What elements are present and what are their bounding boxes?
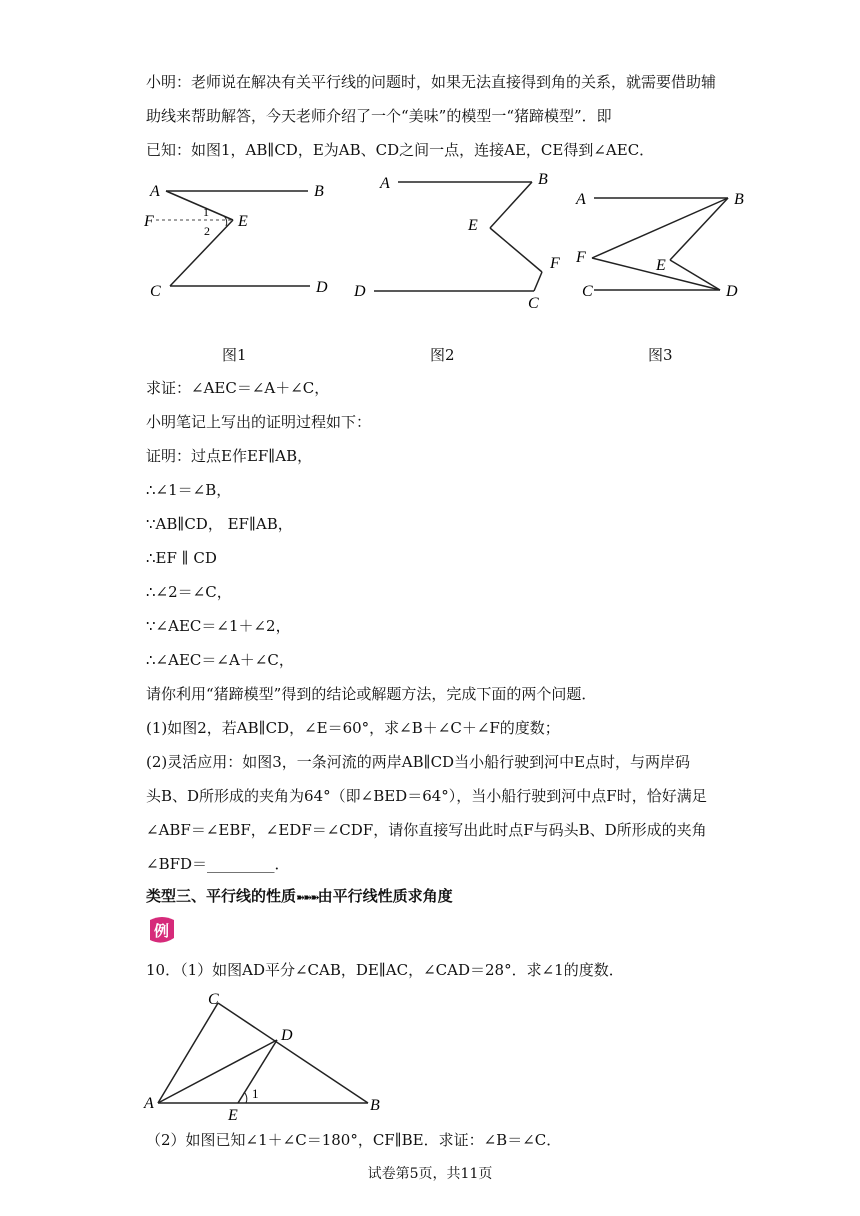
section-heading-left: 类型三、平行线的性质 [146, 887, 297, 905]
example-badge [146, 914, 178, 946]
intro-line-2: 助线来帮助解答，今天老师介绍了一个“美味”的模型一“猪蹄模型”．即 [146, 107, 612, 125]
page-footer: 试卷第5页，共11页 [367, 1166, 493, 1182]
proof-step-3: ∴EF ∥ CD [146, 549, 217, 567]
task-instruction: 请你利用“猪蹄模型”得到的结论或解题方法，完成下面的两个问题． [146, 685, 597, 703]
fig3-label-F: F [576, 249, 586, 266]
section-heading [146, 885, 453, 906]
figure-1 [140, 176, 340, 306]
section-heading-right: 由平行线性质求角度 [317, 887, 453, 905]
intro-line-1: 小明：老师说在解决有关平行线的问题时，如果无法直接得到角的关系，就需要借助辅 [146, 73, 717, 91]
fig4-label-B: B [370, 1097, 380, 1114]
proof-step-1: ∴∠1＝∠B， [146, 481, 232, 499]
fig3-label-D: D [726, 283, 738, 300]
fig2-label-C: C [528, 295, 539, 312]
fig1-angle-1: 1 [203, 205, 209, 219]
fig2-label-A: A [380, 175, 390, 192]
fig4-angle-1: 1 [252, 1086, 259, 1101]
figure-4 [140, 988, 400, 1124]
fig2-label-E: E [468, 217, 478, 234]
example-badge-label: 例 [154, 922, 170, 940]
fig1-label-C: C [150, 283, 161, 300]
proof-step-4: ∴∠2＝∠C， [146, 583, 232, 601]
proof-step-6: ∴∠AEC＝∠A＋∠C， [146, 651, 294, 669]
figure-3 [568, 180, 758, 310]
fig2-caption: 图2 [430, 346, 455, 364]
problem10-part1: 10．（1）如图AD平分∠CAB，DE∥AC，∠CAD＝28°．求∠1的度数． [146, 961, 624, 979]
fig2-label-B: B [538, 171, 548, 188]
task-q2-line-1: (2)灵活应用：如图3，一条河流的两岸AB∥CD当小船行驶到河中E点时，与两岸码 [146, 753, 691, 771]
fig1-label-F: F [144, 213, 154, 230]
task-q2-line-4: ∠BFD＝_________． [146, 855, 290, 873]
fig1-caption: 图1 [222, 346, 247, 364]
task-q1: (1)如图2，若AB∥CD，∠E＝60°，求∠B＋∠C＋∠F的度数； [146, 719, 560, 737]
fig1-angle-2: 2 [204, 224, 210, 238]
proof-note: 小明笔记上写出的证明过程如下： [146, 413, 372, 431]
fig4-label-D: D [281, 1027, 293, 1044]
fig4-label-C: C [208, 991, 219, 1008]
proof-step-2: ∵AB∥CD， EF∥AB， [146, 515, 293, 533]
fig2-label-F: F [550, 255, 560, 272]
fig3-label-B: B [734, 191, 744, 208]
fig1-label-D: D [316, 279, 328, 296]
figure-2 [350, 168, 570, 314]
problem10-part2: （2）如图已知∠1＋∠C＝180°，CF∥BE．求证：∠B＝∠C． [146, 1131, 562, 1149]
fig4-label-A: A [144, 1095, 154, 1112]
proof-step-5: ∵∠AEC＝∠1＋∠2， [146, 617, 291, 635]
task-q2-line-3: ∠ABF＝∠EBF，∠EDF＝∠CDF，请你直接写出此时点F与码头B、D所形成的夹角 [146, 821, 707, 839]
task-q2-line-2: 头B、D所形成的夹角为64°（即∠BED＝64°），当小船行驶到河中点F时，恰好满足 [146, 787, 707, 805]
fig1-label-A: A [150, 183, 160, 200]
fig3-label-E: E [656, 257, 666, 274]
fig4-label-E: E [228, 1107, 238, 1124]
intro-line-3: 已知：如图1，AB∥CD，E为AB、CD之间一点，连接AE，CE得到∠AEC． [146, 141, 655, 159]
fig3-caption: 图3 [648, 346, 673, 364]
fig3-label-C: C [582, 283, 593, 300]
fig3-label-A: A [576, 191, 586, 208]
proof-step-0: 证明：过点E作EF∥AB， [146, 447, 313, 465]
fig2-label-D: D [354, 283, 366, 300]
fig1-label-E: E [238, 213, 248, 230]
proof-claim: 求证：∠AEC＝∠A＋∠C， [146, 379, 330, 397]
double-arrow-icon: ➽➽➽ [296, 891, 318, 904]
fig1-label-B: B [314, 183, 324, 200]
